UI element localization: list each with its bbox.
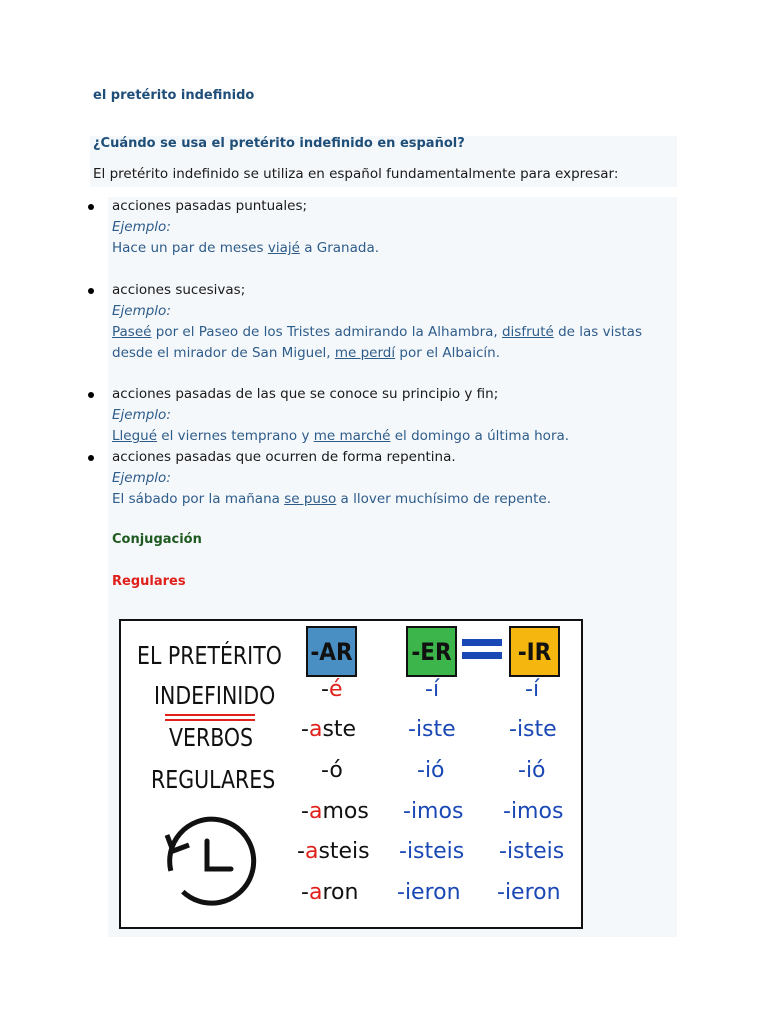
example-label: Ejemplo:: [112, 470, 171, 486]
verb-highlight: disfruté: [501, 324, 554, 340]
conjugation-heading: Conjugación: [112, 532, 202, 547]
bullet-icon: [88, 288, 94, 294]
er-ending: -imos: [403, 799, 464, 824]
sentence-text: el domingo a última hora.: [390, 428, 570, 444]
use-label: acciones pasadas que ocurren de forma repentina.: [112, 449, 456, 465]
er-ending: -iste: [408, 717, 456, 742]
ir-ending: -ió: [518, 758, 546, 783]
verb-highlight: Paseé: [112, 324, 152, 340]
example-sentence: [112, 343, 500, 364]
bullet-icon: [88, 392, 94, 398]
example-label: Ejemplo:: [112, 219, 171, 235]
ir-ending: -isteis: [499, 839, 565, 864]
infographic-title-4: REGULARES: [151, 765, 276, 794]
use-label: acciones pasadas de las que se conoce su principio y fin;: [112, 386, 499, 402]
sentence-text: a Granada.: [299, 240, 380, 256]
ar-tag: -AR: [306, 626, 357, 677]
history-clock-icon: [159, 813, 259, 913]
use-label: acciones pasadas puntuales;: [112, 198, 308, 214]
infographic-title-2: INDEFINIDO: [154, 681, 276, 710]
ir-tag: -IR: [509, 626, 560, 677]
sentence-text: Hace un par de meses: [112, 240, 268, 256]
ar-ending: -é: [321, 677, 343, 702]
ir-ending: -ieron: [497, 880, 561, 905]
ar-ending: -aron: [301, 880, 359, 905]
sentence-text: El sábado por la mañana: [112, 491, 285, 507]
sentence-text: desde el mirador de San Miguel,: [112, 345, 335, 361]
example-sentence: [112, 426, 569, 447]
sentence-text: el viernes temprano y: [157, 428, 314, 444]
verb-highlight: viajé: [267, 240, 300, 256]
page-title: el pretérito indefinido: [93, 88, 255, 103]
example-sentence: [112, 238, 379, 259]
sentence-text: por el Albaicín.: [395, 345, 501, 361]
ar-ending: -amos: [301, 799, 369, 824]
double-underline: [165, 714, 255, 716]
example-sentence: [112, 322, 642, 343]
infographic-title-3: VERBOS: [169, 723, 254, 752]
er-ending: -isteis: [399, 839, 465, 864]
sentence-text: de las vistas: [553, 324, 642, 340]
er-ending: -í: [425, 677, 440, 702]
regulares-heading: Regulares: [112, 574, 186, 589]
verb-highlight: me perdí: [334, 345, 396, 361]
ir-ending: -í: [525, 677, 540, 702]
equals-sign: [462, 637, 502, 661]
sentence-text: por el Paseo de los Tristes admirando la Alhambra,: [151, 324, 502, 340]
intro-text: El pretérito indefinido se utiliza en español fundamentalmente para expresar:: [93, 166, 619, 182]
ir-ending: -imos: [503, 799, 564, 824]
bullet-icon: [88, 455, 94, 461]
bullet-icon: [88, 204, 94, 210]
example-label: Ejemplo:: [112, 303, 171, 319]
sentence-text: a llover muchísimo de repente.: [336, 491, 551, 507]
example-label: Ejemplo:: [112, 407, 171, 423]
verb-highlight: Llegué: [112, 428, 158, 444]
section-question: ¿Cuándo se usa el pretérito indefinido en español?: [93, 136, 465, 151]
infographic-title-1: EL PRETÉRITO: [137, 641, 282, 670]
ar-ending: -aste: [301, 717, 357, 742]
ar-ending: -ó: [321, 758, 343, 783]
example-sentence: [112, 489, 551, 510]
ir-ending: -iste: [509, 717, 557, 742]
ar-ending: -asteis: [297, 839, 370, 864]
verb-highlight: se puso: [284, 491, 337, 507]
use-label: acciones sucesivas;: [112, 282, 246, 298]
er-tag: -ER: [406, 626, 457, 677]
er-ending: -ió: [417, 758, 445, 783]
conjugation-infographic: [119, 619, 583, 929]
er-ending: -ieron: [397, 880, 461, 905]
verb-highlight: me marché: [313, 428, 391, 444]
double-underline-2: [165, 719, 255, 721]
